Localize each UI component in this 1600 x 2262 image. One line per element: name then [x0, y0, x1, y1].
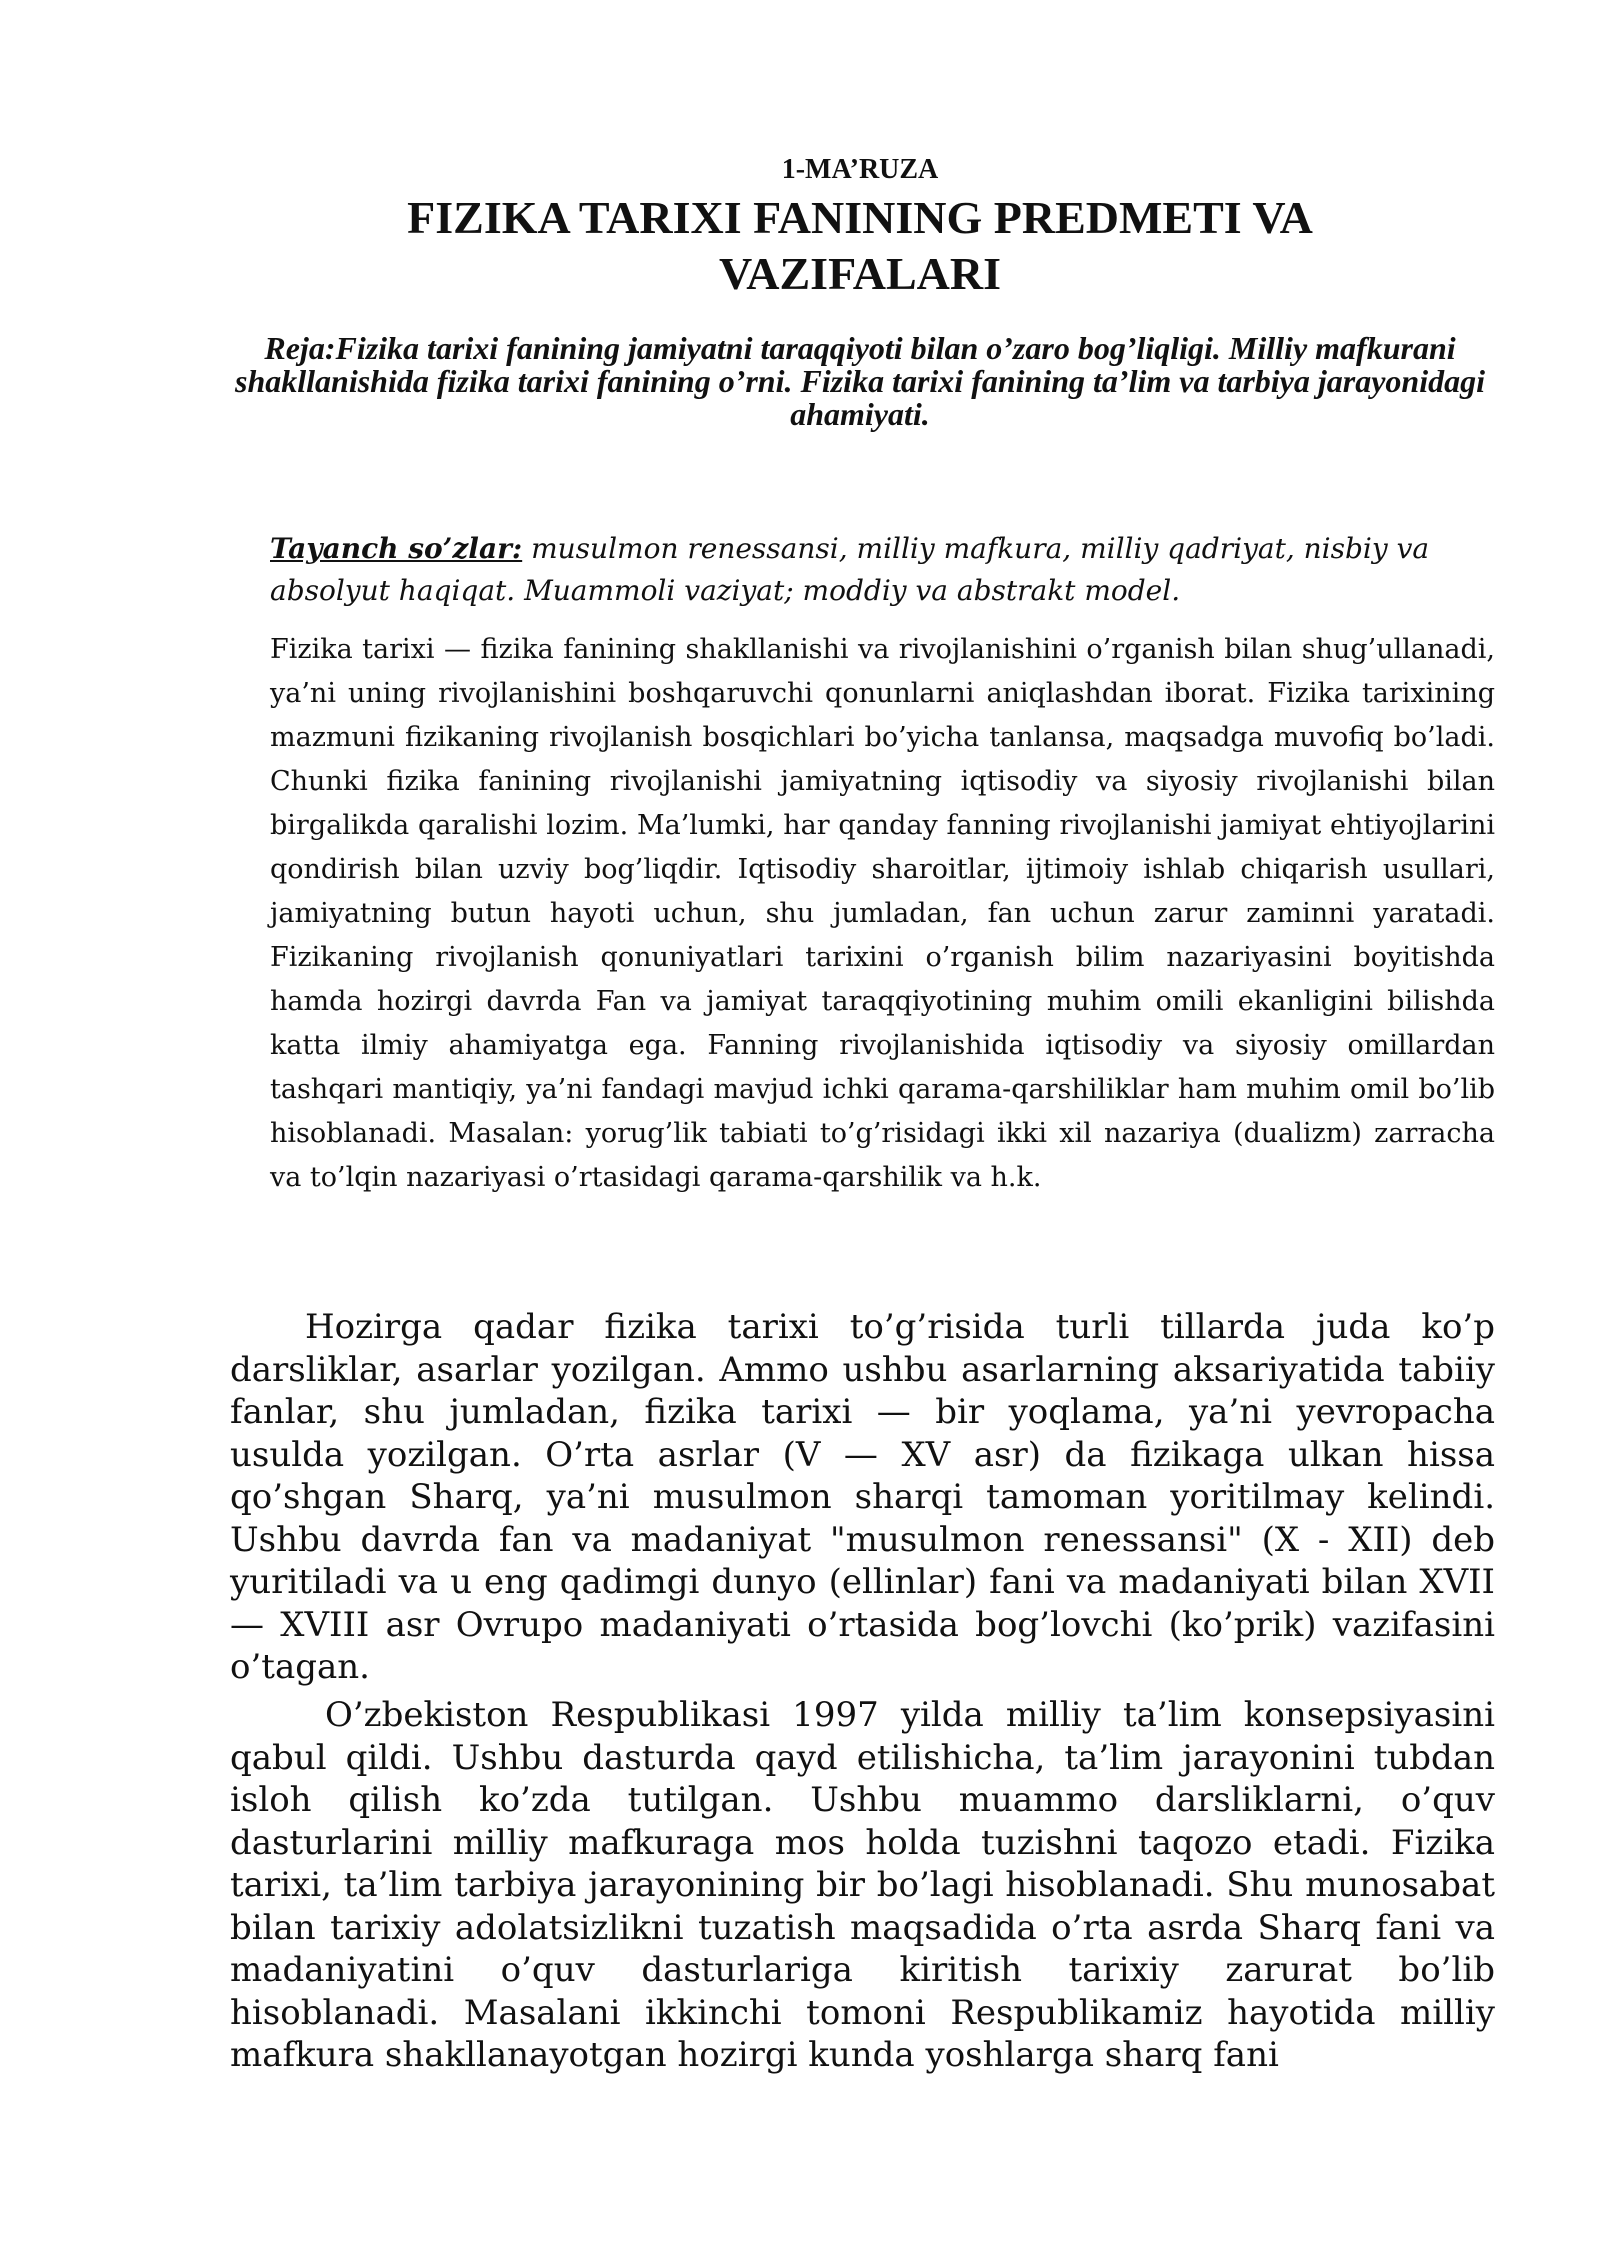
document-title	[0, 190, 1600, 302]
keywords-label: Tayanch so’zlar:	[270, 532, 523, 565]
title-line-2: VAZIFALARI	[718, 248, 1002, 299]
lecture-number: 1-MA’RUZA	[781, 154, 939, 185]
keywords-block	[270, 528, 1495, 612]
lecture-plan: Reja:Fizika tarixi fanining jamiyatni taraqqiyoti bilan o’zaro bog’liqligi. Milliy mafkurani shakllanishida fizika tarixi fanining o’rni. Fizika tarixi fanining ta’lim va tarbiya jarayonidagi ahamiyati.	[234, 330, 1485, 432]
keywords-text: musulmon renessansi, milliy mafkura, milliy qadriyat, nisbiy va absolyut haqiqat. Muammoli vaziyat; moddiy va abstrakt model.	[270, 532, 1430, 607]
body-paragraph-1: Hozirga qadar fizika tarixi to’g’risida turli tillarda juda ko’p darsliklar, asarlar yozilgan. Ammo ushbu asarlarning aksariyatida tabiiy fanlar, shu jumladan, fizika tarixi — bir yoqlama, ya’ni yevropacha usulda yozilgan. O’rta asrlar (V — XV asr) da fizikaga ulkan hissa qo’shgan Sharq, ya’ni musulmon sharqi tamoman yoritilmay kelindi. Ushbu davrda fan va madaniyat "musulmon renessansi" (X - XII) deb yuritiladi va u eng qadimgi dunyo (ellinlar) fani va madaniyati bilan XVII — XVIII asr Ovrupo madaniyati o’rtasida bog’lovchi (ko’prik) vazifasini o’tagan.	[230, 1307, 1495, 1687]
body-paragraph-2: O’zbekiston Respublikasi 1997 yilda milliy ta’lim konsepsiyasini qabul qildi. Ushbu dasturda qayd etilishicha, ta’lim jarayonini tubdan isloh qilish ko’zda tutilgan. Ushbu muammo darsliklarni, o’quv dasturlarini milliy mafkuraga mos holda tuzishni taqozo etadi. Fizika tarixi, ta’lim tarbiya jarayonining bir bo’lagi hisoblanadi. Shu munosabat bilan tarixiy adolatsizlikni tuzatish maqsadida o’rta asrda Sharq fani va madaniyatini o’quv dasturlariga kiritish tarixiy zarurat bo’lib hisoblanadi. Masalani ikkinchi tomoni Respublikamiz hayotida milliy mafkura shakllanayotgan hozirgi kunda yoshlarga sharq fani	[230, 1695, 1495, 2075]
title-line-1: FIZIKA TARIXI FANINING PREDMETI VA	[407, 192, 1313, 243]
intro-paragraph: Fizika tarixi — fizika fanining shakllanishi va rivojlanishini o’rganish bilan shug’ullanadi, ya’ni uning rivojlanishini boshqaruvchi qonunlarni aniqlashdan iborat. Fizika tarixining mazmuni fizikaning rivojlanish bosqichlari bo’yicha tanlansa, maqsadga muvofiq bo’ladi. Chunki fizika fanining rivojlanishi jamiyatning iqtisodiy va siyosiy rivojlanishi bilan birgalikda qaralishi lozim. Ma’lumki, har qanday fanning rivojlanishi jamiyat ehtiyojlarini qondirish bilan uzviy bog’liqdir. Iqtisodiy sharoitlar, ijtimoiy ishlab chiqarish usullari, jamiyatning butun hayoti uchun, shu jumladan, fan uchun zarur zaminni yaratadi. Fizikaning rivojlanish qonuniyatlari tarixini o’rganish bilim nazariyasini boyitishda hamda hozirgi davrda Fan va jamiyat taraqqiyotining muhim omili ekanligini bilishda katta ilmiy ahamiyatga ega. Fanning rivojlanishida iqtisodiy va siyosiy omillardan tashqari mantiqiy, ya’ni fandagi mavjud ichki qarama-qarshiliklar ham muhim omil bo’lib hisoblanadi. Masalan: yorug’lik tabiati to’g’risidagi ikki xil nazariya (dualizm) zarracha va to’lqin nazariyasi o’rtasidagi qarama-qarshilik va h.k.	[270, 634, 1495, 1193]
